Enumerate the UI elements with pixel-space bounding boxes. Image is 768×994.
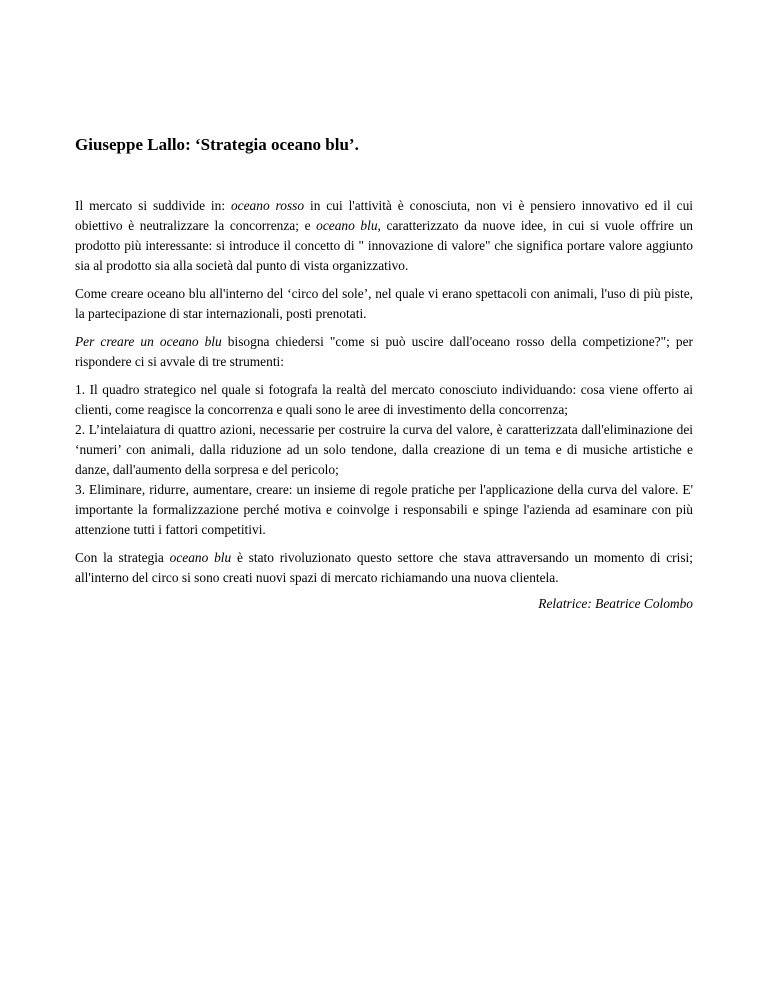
paragraph-market: [75, 196, 693, 276]
list-item: 1. Il quadro strategico nel quale si fotografa la realtà del mercato conosciuto individuando: cosa viene offerto ai clienti, come reagisce la concorrenza e quali sono le aree di investimento della concorrenza;: [75, 382, 693, 417]
emphasis-oceano-blu: oceano blu,: [316, 218, 381, 233]
emphasis-per-creare: Per creare un oceano blu: [75, 334, 222, 349]
paragraph-text: bisogna chiedersi "come si può uscire dall'oceano rosso della competizione?"; per rispondere ci si avvale di tre strumenti:: [75, 334, 693, 369]
paragraph-conclusion: [75, 548, 693, 588]
document-body: [75, 196, 693, 622]
paragraph-how-to: [75, 332, 693, 372]
title-subject: ‘Strategia oceano blu’.: [194, 135, 359, 154]
paragraph-circo: Come creare oceano blu all'interno del ‘circo del sole’, nel quale vi erano spettacoli con animali, l'uso di più piste, la partecipazione di star internazionali, posti prenotati.: [75, 286, 693, 321]
list-item: 2. L’intelaiatura di quattro azioni, necessarie per costruire la curva del valore, è caratterizzata dall'eliminazione dei ‘numeri’ con animali, dalla riduzione ad un solo tendone, dalla creazione di un tema e di musiche artistiche e danze, dall'aumento della sorpresa e del pericolo;: [75, 422, 693, 477]
title-separator: :: [185, 135, 195, 154]
paragraph-text: in cui l'attività è conosciuta, non vi è pensiero innovativo ed il cui obiettivo è neutralizzare la concorrenza; e: [75, 198, 693, 233]
paragraph-text: Il mercato si suddivide in:: [75, 198, 231, 213]
emphasis-oceano-blu-2: oceano blu: [169, 550, 232, 565]
list-item: 3. Eliminare, ridurre, aumentare, creare: un insieme di regole pratiche per l'applicazione della curva del valore. E' importante la formalizzazione perché motiva e coinvolge i responsabili e spinge l'azienda ad esaminare con più attenzione tutti i fattori competitivi.: [75, 482, 693, 537]
emphasis-oceano-rosso: oceano rosso: [230, 198, 305, 213]
title-author: Giuseppe Lallo: [75, 135, 186, 154]
document-title: [75, 134, 693, 156]
paragraph-text: caratterizzato da nuove idee, in cui si vuole offrire un prodotto più interessante: si introduce il concetto di " innovazione di valore" che significa portare valore aggiunto sia al prodotto sia alla società dal punto di vista organizzativo.: [75, 218, 693, 273]
paragraph-text: è stato rivoluzionato questo settore che stava attraversando un momento di crisi; all'interno del circo si sono creati nuovi spazi di mercato richiamando una nuova clientela.: [75, 550, 693, 585]
paragraph-text: Con la strategia: [75, 550, 170, 565]
signature: Relatrice: Beatrice Colombo: [538, 596, 693, 611]
